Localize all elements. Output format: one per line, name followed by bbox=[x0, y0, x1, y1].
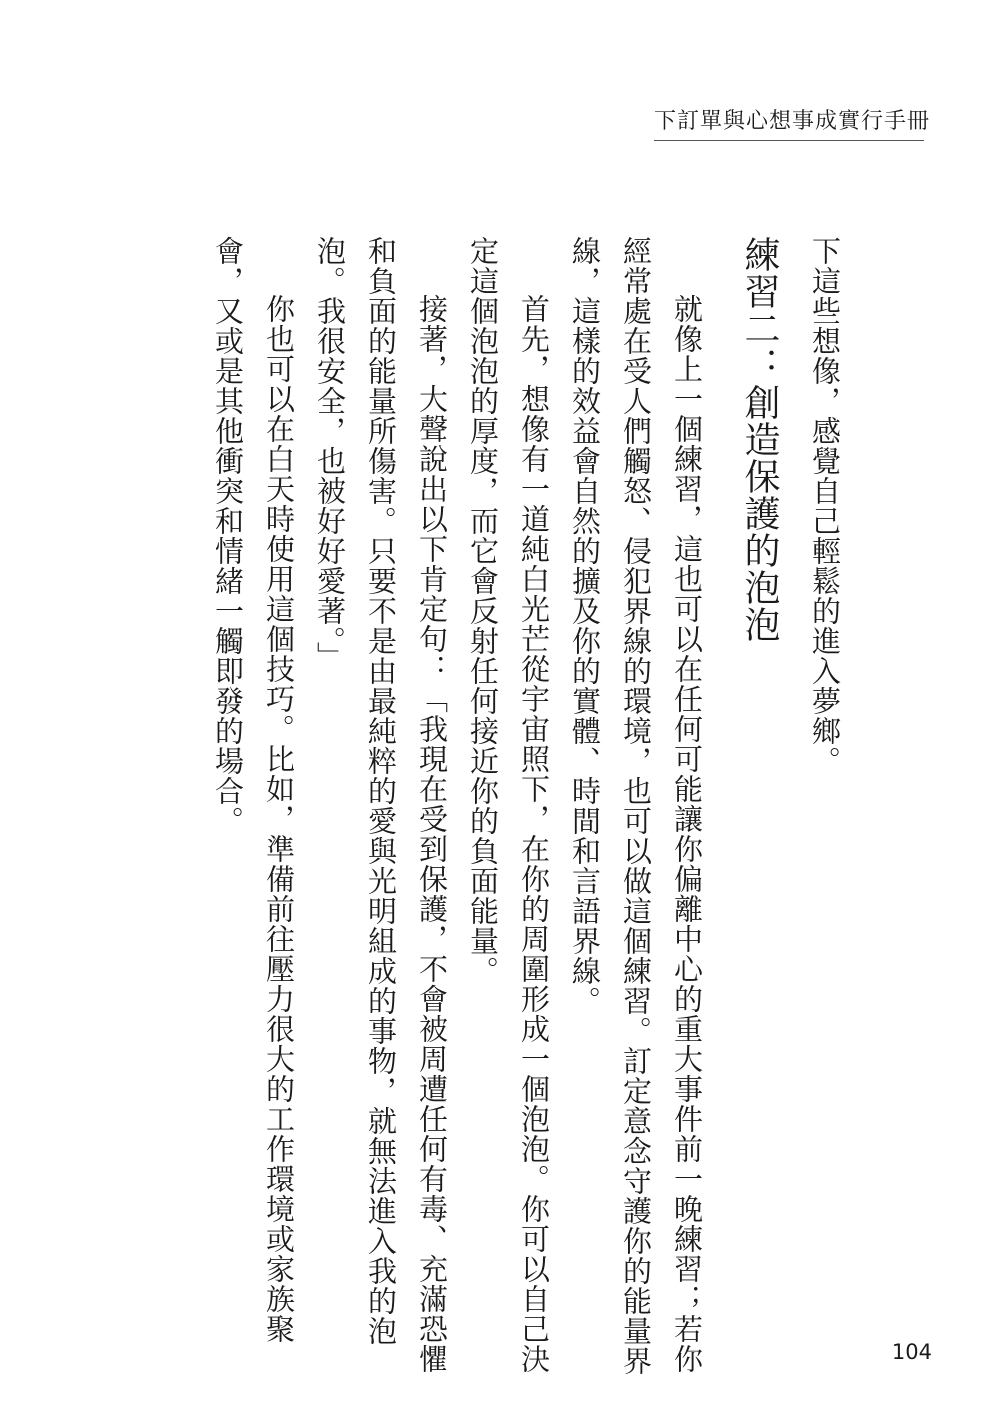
continuation-line: 下這些想像，感覺自己輕鬆的進入夢鄉。 bbox=[808, 236, 842, 776]
paragraph-3-line-2: 和負面的能量所傷害。只要不是由最純粹的愛與光明組成的事物，就無法進入我的泡 bbox=[364, 236, 398, 1346]
paragraph-2-line-1: 首先，想像有一道純白光芒從宇宙照下，在你的周圍形成一個泡泡。你可以自己決 bbox=[517, 294, 551, 1374]
header-divider bbox=[654, 140, 924, 141]
page-number: 104 bbox=[891, 1340, 932, 1364]
paragraph-4-line-2: 會，又或是其他衝突和情緒一觸即發的場合。 bbox=[211, 236, 245, 836]
paragraph-1-line-1: 就像上一個練習，這也可以在任何可能讓你偏離中心的重大事件前一晚練習；若你 bbox=[670, 294, 704, 1374]
page-body bbox=[150, 236, 850, 1376]
paragraph-1-line-3: 線，這樣的效益會自然的擴及你的實體、時間和言語界線。 bbox=[568, 236, 602, 1016]
running-header-title: 下訂單與心想事成實行手冊 bbox=[654, 109, 931, 134]
paragraph-4-line-1: 你也可以在白天時使用這個技巧。比如，準備前往壓力很大的工作環境或家族聚 bbox=[262, 294, 296, 1344]
paragraph-2-line-2: 定這個泡泡的厚度，而它會反射任何接近你的負面能量。 bbox=[466, 236, 500, 986]
paragraph-3-line-1: 接著，大聲說出以下肯定句：「我現在受到保護，不會被周遭任何有毒、充滿恐懼 bbox=[415, 294, 449, 1374]
section-title: 練習二：創造保護的泡泡 bbox=[739, 236, 780, 643]
paragraph-3-line-3: 泡。我很安全，也被好好愛著。」 bbox=[313, 236, 347, 672]
paragraph-1-line-2: 經常處在受人們觸怒、侵犯界線的環境，也可以做這個練習。訂定意念守護你的能量界 bbox=[619, 236, 653, 1376]
